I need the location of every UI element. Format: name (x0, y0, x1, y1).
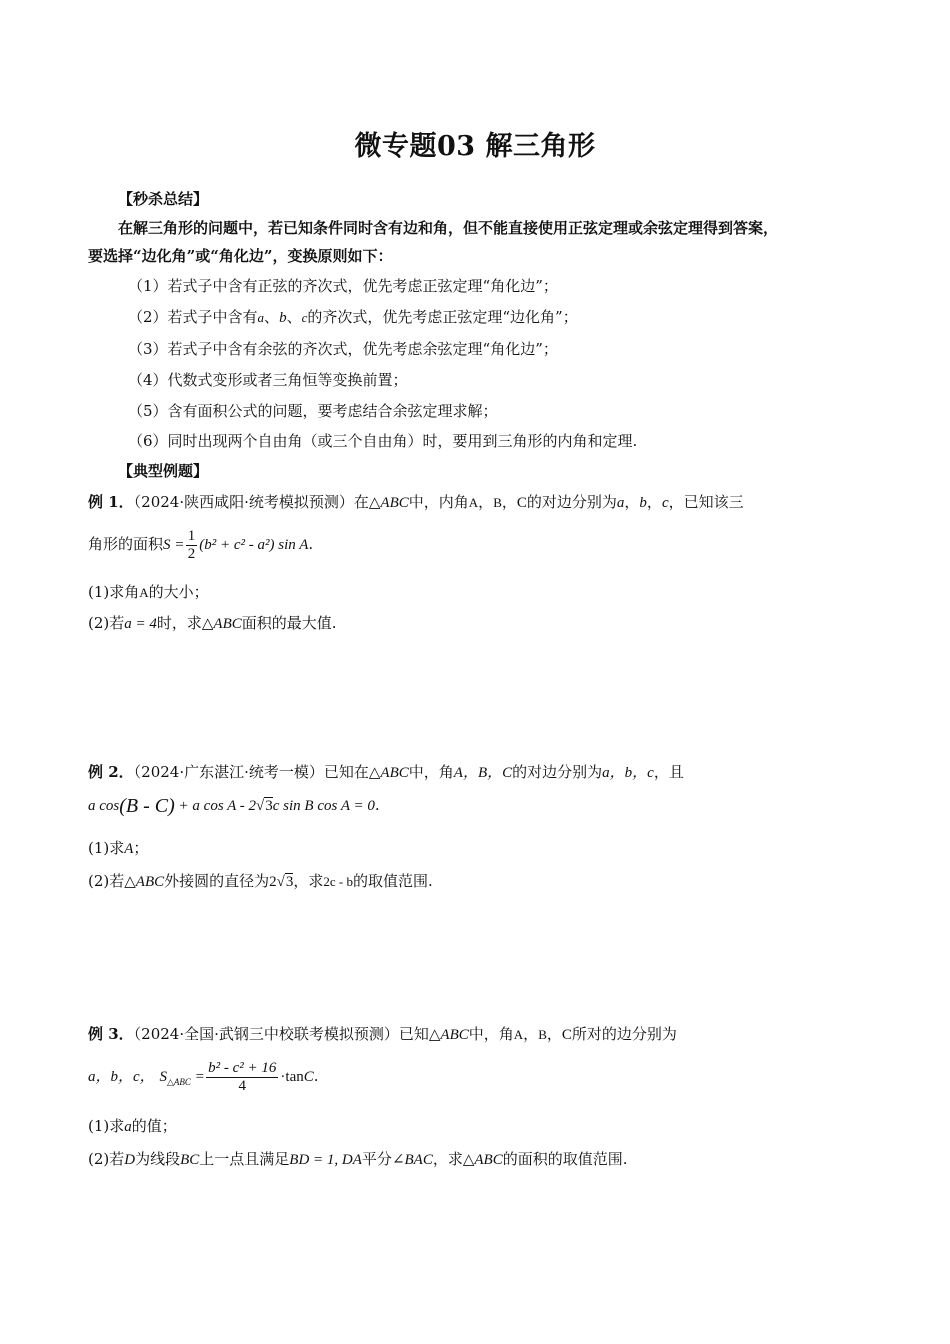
example-1-line2 (88, 524, 313, 565)
equals: = (195, 1069, 205, 1085)
rule-5: （5）含有面积公式的问题，要考虑结合余弦定理求解； (128, 402, 498, 420)
angle-a: A (124, 841, 134, 857)
numerator: b² - c² + 16 (208, 1059, 277, 1076)
summary-heading: 【秒杀总结】 (118, 190, 209, 208)
triangle-abc: △ABC (201, 616, 242, 632)
condition-bd-da: BD = 1, DA (289, 1152, 362, 1168)
text: 的大小； (148, 583, 209, 601)
text: (2)若 (88, 1150, 125, 1168)
point-d: D (124, 1152, 136, 1168)
text: ，求 (293, 872, 324, 890)
text: (2)若 (88, 872, 125, 890)
text: 的对边分别为 (526, 493, 617, 511)
summary-intro-line1: 在解三角形的问题中，若已知条件同时含有边和角，但不能直接使用正弦定理或余弦定理得到答案， (118, 219, 779, 237)
example-2-line1 (88, 762, 684, 783)
page-title: 微专题03 解三角形 (354, 131, 596, 162)
example-3-source: （2024·全国·武钢三中校联考模拟预测）已知 (133, 1025, 429, 1043)
example-3-label: 例 3． (88, 1025, 134, 1043)
example-3-line1 (88, 1024, 677, 1045)
text: 所对的边分别为 (571, 1025, 677, 1043)
examples-heading: 【典型例题】 (118, 462, 209, 480)
angles-abc: A，B，C (453, 765, 513, 781)
example-3-formula (88, 1056, 319, 1102)
angle-c: C (516, 495, 527, 511)
example-1-label: 例 1． (88, 493, 134, 511)
text: 的对边分别为 (512, 763, 603, 781)
example-2-label: 例 2． (88, 763, 134, 781)
formula-part: a cos (88, 798, 120, 814)
example-1-question-1 (88, 582, 209, 603)
side-a: a (616, 495, 625, 511)
example-3-question-2 (88, 1149, 628, 1170)
side-a: a (124, 1119, 132, 1135)
comma: ， (546, 1025, 562, 1043)
area-formula: (b² + c² - a²) sin A (199, 537, 309, 553)
comma: ， (646, 493, 662, 511)
separator: 、 (286, 308, 302, 326)
side-b: b (639, 495, 647, 511)
rule-4: （4）代数式变形或者三角恒等变换前置； (128, 371, 408, 389)
example-2-source: （2024·广东湛江·统考一模）已知在 (133, 763, 369, 781)
sqrt-three: 3 (285, 874, 294, 890)
segment-bc: BC (180, 1152, 200, 1168)
text: 中，角 (408, 763, 454, 781)
comma: ， (478, 493, 494, 511)
area-subscript: △ABC (166, 1077, 191, 1087)
text: ，求 (432, 1150, 463, 1168)
example-1-line1 (88, 492, 744, 513)
rule-6: （6）同时出现两个自由角（或三个自由角）时，要用到三角形的内角和定理. (128, 432, 638, 450)
period: . (313, 1067, 319, 1085)
text: (1)求角 (88, 583, 140, 601)
text: (2)若 (88, 614, 125, 632)
expression-2c-minus-b: 2c - b (323, 874, 353, 889)
side-a: a (257, 310, 265, 325)
rule-2-prefix: （2）若式子中含有 (128, 308, 258, 326)
example-2-question-1 (88, 838, 148, 859)
coefficient: 2 (269, 874, 277, 890)
angle-b: B (493, 495, 502, 510)
example-2-formula: a cos(B - C) + a cos A - 2√3c sin B cos A = 0. (88, 795, 380, 817)
text: 的面积的取值范围. (502, 1150, 628, 1168)
text: 外接圆的直径为 (164, 872, 270, 890)
period: . (308, 535, 314, 553)
rule-2-suffix: 的齐次式，优先考虑正弦定理“边化角”； (307, 308, 578, 326)
text: 面积的最大值. (241, 614, 337, 632)
side-c: c (661, 495, 669, 511)
text: 中，内角 (408, 493, 469, 511)
tan-operator: ·tan (280, 1069, 304, 1085)
angle-a: A (513, 1027, 524, 1042)
period: . (374, 796, 380, 814)
angle-bac: ∠BAC (391, 1152, 433, 1168)
formula-part: (B - C) (119, 795, 175, 817)
denominator: 2 (187, 545, 196, 562)
angle-b: B (538, 1027, 547, 1042)
example-2-question-2: (2)若△ABC外接圆的直径为2√3，求2c - b的取值范围. (88, 872, 433, 890)
sqrt-three: 3 (265, 798, 273, 814)
text: 中，角 (468, 1025, 514, 1043)
triangle-abc: △ABC (368, 765, 409, 781)
text: ； (133, 839, 149, 857)
denominator: 4 (206, 1077, 278, 1095)
text: (1)求 (88, 1117, 125, 1135)
text: 上一点且满足 (199, 1150, 290, 1168)
angle-c: C (561, 1027, 572, 1043)
text: ，且 (653, 763, 684, 781)
area-fraction (206, 1060, 278, 1095)
area-s: S (159, 1069, 167, 1085)
side-c: c (301, 310, 308, 325)
text: (1)求 (88, 839, 125, 857)
formula-part: c sin B cos A = 0 (272, 798, 375, 814)
rule-1: （1）若式子中含有正弦的齐次式，优先考虑正弦定理“角化边”； (128, 277, 558, 295)
side-b: b (279, 310, 287, 326)
example-3-question-1 (88, 1116, 177, 1137)
text: 的值； (131, 1117, 177, 1135)
angle-a: A (468, 495, 479, 510)
fraction-one-half (186, 528, 198, 563)
triangle-abc: △ABC (428, 1027, 469, 1043)
triangle-abc: △ABC (124, 874, 165, 890)
triangle-abc: △ABC (462, 1152, 503, 1168)
rule-2 (128, 307, 578, 328)
example-1-source: （2024·陕西咸阳·统考模拟预测）在 (133, 493, 369, 511)
formula-part: + a cos A - 2 (174, 798, 257, 814)
text: 为线段 (135, 1150, 181, 1168)
example-1-question-2 (88, 613, 337, 634)
text: 的取值范围. (353, 872, 433, 890)
text: ，已知该三 (668, 493, 744, 511)
comma: ， (624, 493, 640, 511)
text: 平分 (361, 1150, 392, 1168)
condition-a-equals-4: a = 4 (124, 616, 157, 632)
comma: ， (501, 493, 517, 511)
separator: 、 (264, 308, 280, 326)
angle-c: C (303, 1069, 314, 1085)
sides-abc: a，b，c， (88, 1069, 155, 1085)
sides-abc: a，b，c (602, 765, 654, 781)
triangle-abc: △ABC (368, 495, 409, 511)
rule-3: （3）若式子中含有余弦的齐次式，优先考虑余弦定理“角化边”； (128, 340, 558, 358)
angle-a: A (139, 585, 149, 600)
text: 时，求 (156, 614, 202, 632)
summary-intro-line2: 要选择“边化角”或“角化边”，变换原则如下： (88, 247, 393, 265)
comma: ， (523, 1025, 539, 1043)
text: 角形的面积 (88, 535, 164, 553)
equals: = (175, 537, 184, 553)
numerator: 1 (187, 527, 196, 544)
area-s: S (163, 537, 171, 553)
